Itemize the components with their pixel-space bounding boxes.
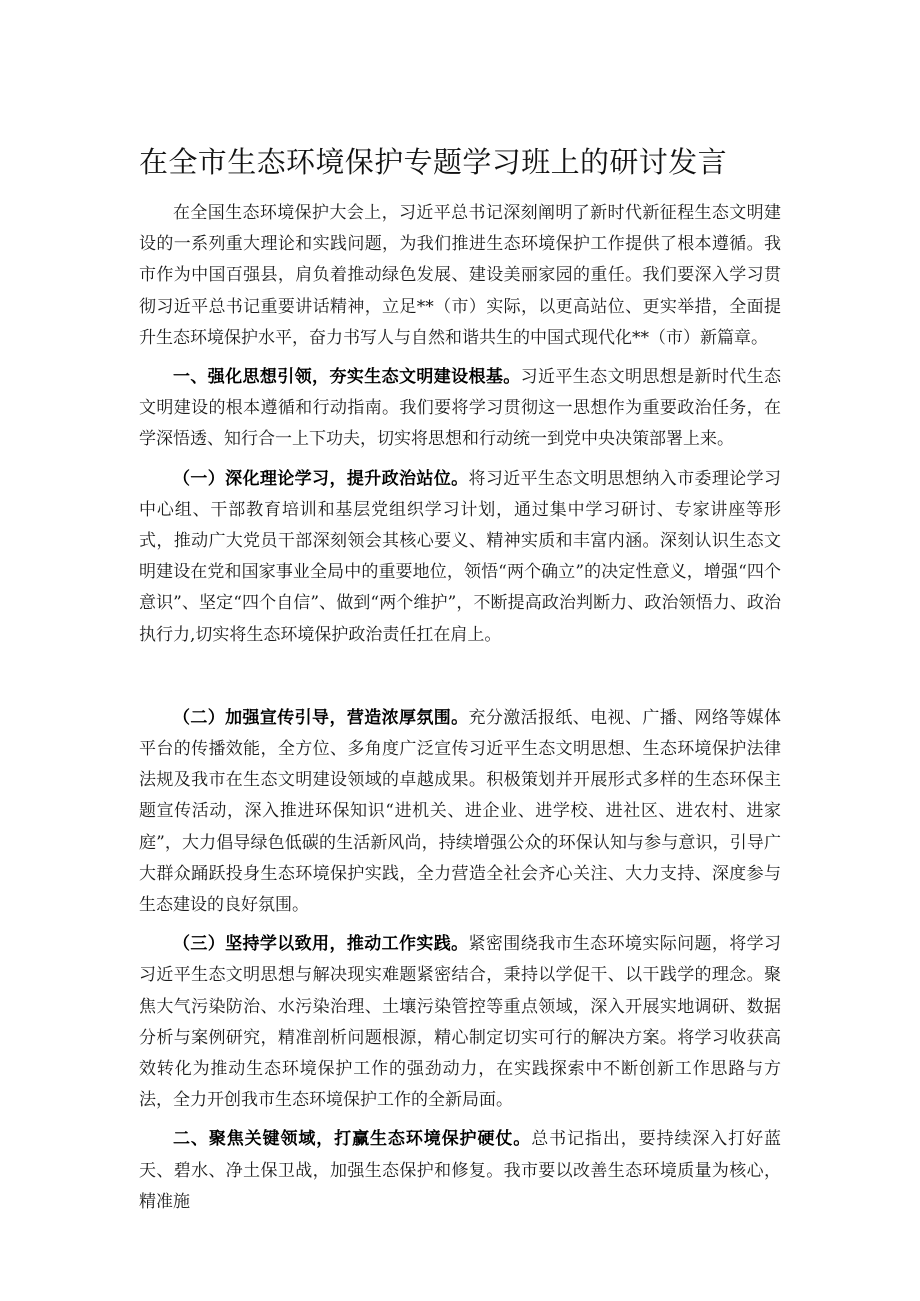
subsection-one-paragraph [139,464,781,651]
section-two-heading: 二、聚焦关键领域，打赢生态环境保护硬仗。 [173,1129,532,1150]
section-one-text: 习近平生态文明思想是新时代生态文明建设的根本遵循和行动指南。我们要将学习贯彻这一思想作为重要政治任务，在学深悟透、知行合一上下功夫，切实将思想和行动统一到党中央决策部署上来。 [139,367,782,450]
intro-text: 在全国生态环境保护大会上，习近平总书记深刻阐明了新时代新征程生态文明建设的一系列重大理论和实践问题，为我们推进生态环境保护工作提供了根本遵循。我市作为中国百强县，肩负着推动绿色发展、建设美丽家园的重任。我们要深入学习贯彻习近平总书记重要讲话精神，立足**（市）实际，以更高站位、更实举措，全面提升生态环境保护水平，奋力书写人与自然和谐共生的中国式现代化**（市）新篇章。 [139,203,781,348]
subsection-three-paragraph [139,929,781,1116]
subsection-three-text: 紧密围绕我市生态环境实际问题，将学习习近平生态文明思想与解决现实难题紧密结合，秉持以学促干、以干践学的理念。聚焦大气污染防治、水污染治理、土壤污染管控等重点领域，深入开展实地调研、数据分析与案例研究，精准剖析问题根源，精心制定切实可行的解决方案。将学习收获高效转化为推动生态环境保护工作的强劲动力，在实践探索中不断创新工作思路与方法，全力开创我市生态环境保护工作的全新局面。 [139,934,781,1111]
document-body [139,198,781,1218]
section-two-paragraph [139,1124,781,1218]
subsection-one-text: 将习近平生态文明思想纳入市委理论学习中心组、干部教育培训和基层党组织学习计划，通过集中学习研讨、专家讲座等形式，推动广大党员干部深刻领会其核心要义、精神实质和丰富内涵。深刻认识生态文明建设在党和国家事业全局中的重要地位，领悟“两个确立”的决定性意义，增强“四个意识”、坚定“四个自信”、做到“两个维护”，不断提高政治判断力、政治领悟力、政治执行力,切实将生态环境保护政治责任扛在肩上。 [139,468,781,645]
subsection-two-heading: （二）加强宣传引导，营造浓厚氛围。 [173,707,469,728]
subsection-three-heading: （三）坚持学以致用，推动工作实践。 [173,934,469,955]
document-title: 在全市生态环境保护专题学习班上的研讨发言 [139,145,728,179]
subsection-one-heading: （一）深化理论学习，提升政治站位。 [173,468,469,489]
subsection-two-paragraph [139,703,781,921]
section-one-heading: 一、强化思想引领，夯实生态文明建设根基。 [173,367,521,388]
section-one-paragraph [139,362,781,456]
section-two-text: 总书记指出，要持续深入打好蓝天、碧水、净土保卫战，加强生态保护和修复。我市要以改善生态环境质量为核心，精准施 [139,1129,782,1212]
intro-paragraph [139,198,781,354]
subsection-two-text: 充分激活报纸、电视、广播、网络等媒体平台的传播效能，全方位、多角度广泛宣传习近平生态文明思想、生态环境保护法律法规及我市在生态文明建设领域的卓越成果。积极策划并开展形式多样的生态环保主题宣传活动，深入推进环保知识“进机关、进企业、进学校、进社区、进农村、进家庭”，大力倡导绿色低碳的生活新风尚，持续增强公众的环保认知与参与意识，引导广大群众踊跃投身生态环境保护实践，全力营造全社会齐心关注、大力支持、深度参与生态建设的良好氛围。 [139,707,781,916]
